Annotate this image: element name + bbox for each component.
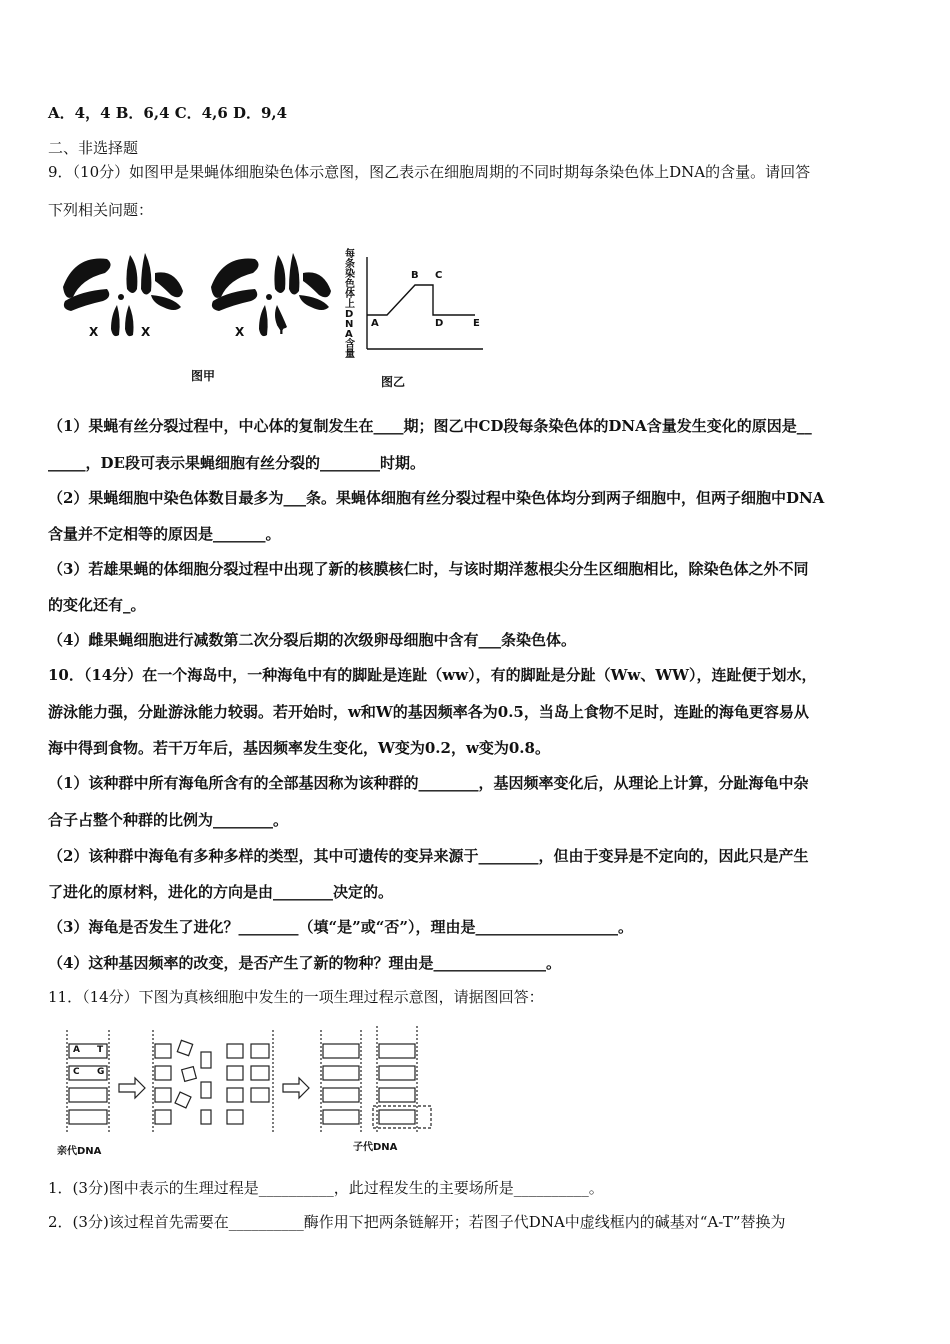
base-label-a: A: [73, 1045, 80, 1055]
graph-yaxis-label: 每条染色体上DNA含量: [345, 249, 355, 360]
q10-part2-b: 了进化的原材料，进化的方向是由________决定的。: [48, 883, 394, 901]
chromosome-diagram: [55, 245, 495, 395]
section-heading: 二、非选择题: [48, 139, 139, 157]
q11-intro: 11．（14分）下图为真核细胞中发生的一项生理过程示意图，请据图回答：: [48, 988, 544, 1006]
graph-point-e: E: [473, 318, 480, 329]
base-label-t: T: [97, 1045, 104, 1055]
q11-part2: 2．(3分)该过程首先需要在__________酶作用下把两条链解开；若图子代DNA中虚线框内的碱基对“A-T”替换为: [48, 1213, 786, 1231]
label-parent-dna: 亲代DNA: [57, 1146, 102, 1157]
q10-part4: （4）这种基因频率的改变，是否产生了新的物种？理由是_______________。: [48, 954, 561, 972]
q9-intro-2: 下列相关问题：: [48, 201, 154, 219]
graph-point-b: B: [411, 270, 419, 281]
q9-part2-a: （2）果蝇细胞中染色体数目最多为___条。果蝇体细胞有丝分裂过程中染色体均分到两子细胞中，但两子细胞中DNA: [48, 489, 825, 507]
q9-part4: （4）雌果蝇细胞进行减数第二次分裂后期的次级卵母细胞中含有___条染色体。: [48, 631, 576, 649]
q9-part1-a: （1）果蝇有丝分裂过程中，中心体的复制发生在____期；图乙中CD段每条染色体的DNA含量发生变化的原因是__: [48, 417, 812, 435]
base-label-c: C: [73, 1067, 80, 1077]
graph-point-d: D: [435, 318, 444, 329]
dna-replication-diagram: [55, 1022, 445, 1157]
q11-part1: 1．(3分)图中表示的生理过程是__________，此过程发生的主要场所是__________。: [48, 1179, 604, 1197]
chrom-label-y: Y: [277, 323, 286, 337]
graph-point-a: A: [371, 318, 379, 329]
q9-part1-b: _____，DE段可表示果蝇细胞有丝分裂的________时期。: [48, 454, 425, 472]
figure-chromosomes-graph: [55, 245, 495, 395]
q10-intro-1: 10．（14分）在一个海岛中，一种海龟中有的脚趾是连趾（ww），有的脚趾是分趾（Ww、WW），连趾便于划水，: [48, 666, 817, 684]
base-label-g: G: [97, 1067, 105, 1077]
q10-part2-a: （2）该种群中海龟有多种多样的类型，其中可遗传的变异来源于________，但由于变异是不定向的，因此只是产生: [48, 847, 809, 865]
chrom-label-x2: X: [141, 325, 151, 339]
label-child-dna: 子代DNA: [353, 1142, 398, 1153]
q9-intro-1: 9．（10分）如图甲是果蝇体细胞染色体示意图，图乙表示在细胞周期的不同时期每条染色体上DNA的含量。请回答: [48, 163, 811, 181]
q9-part2-b: 含量并不定相等的原因是_______。: [48, 525, 281, 543]
options-line: A．4，4 B．6,4 C．4,6 D．9,4: [48, 104, 288, 122]
chrom-label-x1: X: [89, 325, 99, 339]
q9-part3-a: （3）若雄果蝇的体细胞分裂过程中出现了新的核膜核仁时，与该时期洋葱根尖分生区细胞相比，除染色体之外不同: [48, 560, 809, 578]
figure-label-yi: 图乙: [381, 375, 406, 389]
q10-part1-a: （1）该种群中所有海龟所含有的全部基因称为该种群的________，基因频率变化后，从理论上计算，分趾海龟中杂: [48, 774, 809, 792]
q10-intro-3: 海中得到食物。若干万年后，基因频率发生变化，W变为0.2，w变为0.8。: [48, 739, 550, 757]
chrom-label-x3: X: [235, 325, 245, 339]
q9-part3-b: 的变化还有_。: [48, 596, 146, 614]
figure-dna-replication: [55, 1022, 445, 1157]
graph-point-c: C: [435, 270, 443, 281]
q10-part3: （3）海龟是否发生了进化？________（填“是”或“否”），理由是___________________。: [48, 918, 633, 936]
q10-intro-2: 游泳能力强，分趾游泳能力较弱。若开始时，w和W的基因频率各为0.5，当岛上食物不足时，连趾的海龟更容易从: [48, 703, 809, 721]
q10-part1-b: 合子占整个种群的比例为________。: [48, 811, 289, 829]
figure-label-jia: 图甲: [191, 369, 216, 383]
